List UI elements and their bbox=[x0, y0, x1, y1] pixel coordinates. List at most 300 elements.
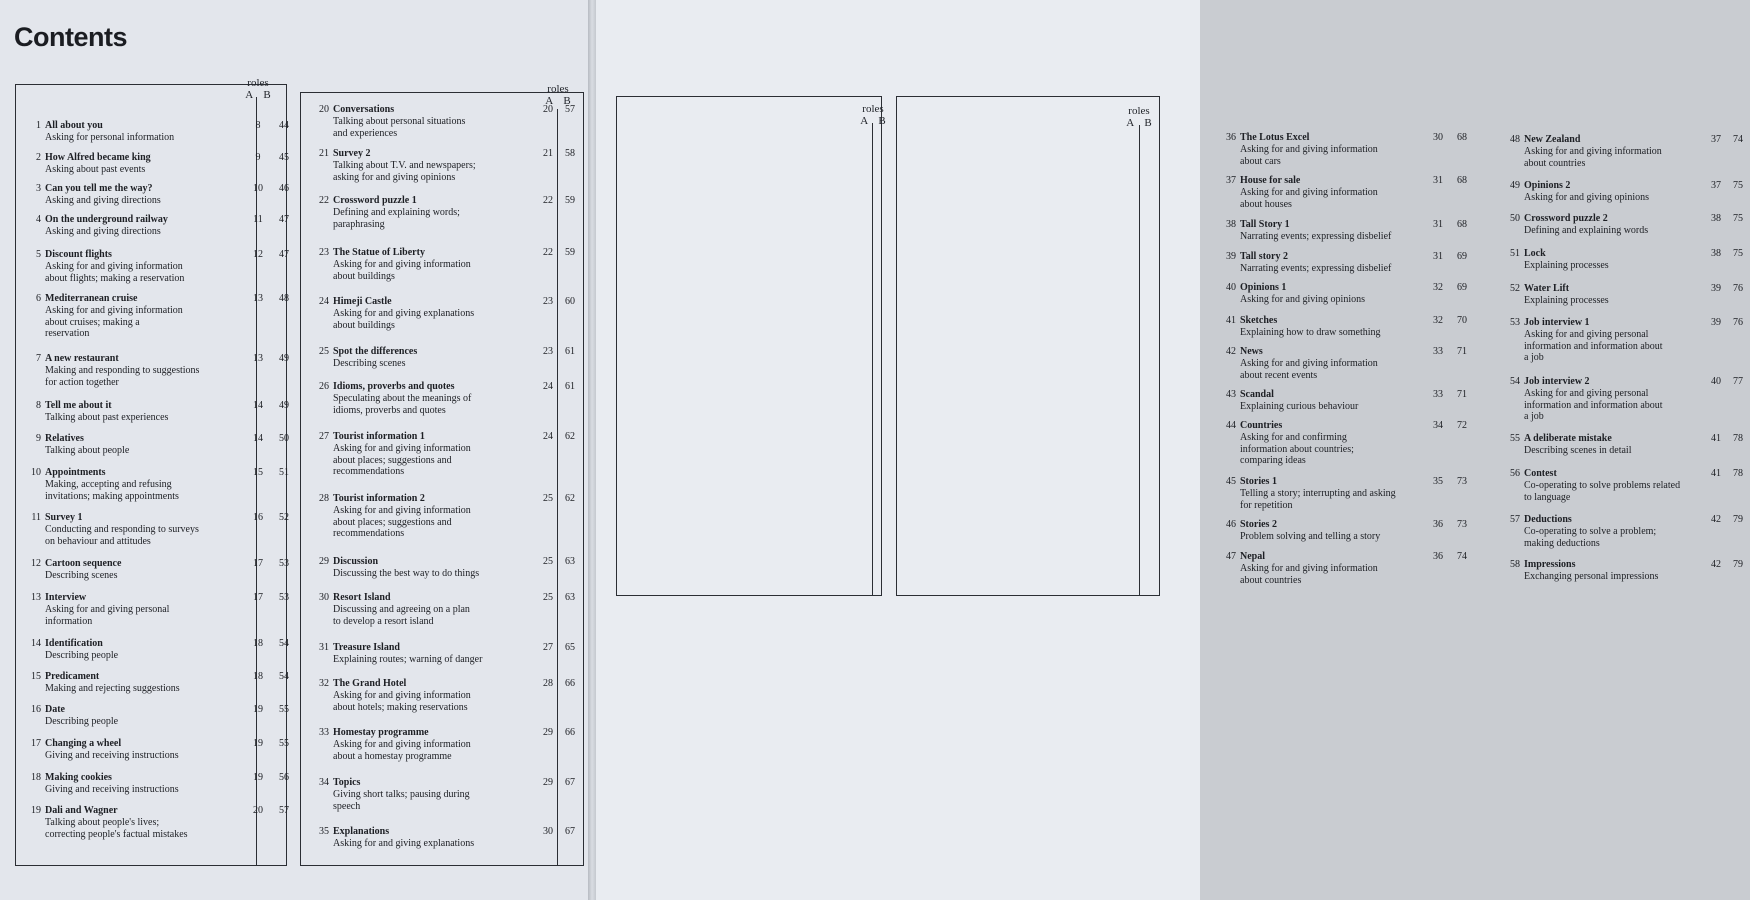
toc-entry bbox=[303, 148, 582, 188]
role-a-page: 25 bbox=[543, 556, 553, 567]
role-a-page: 30 bbox=[543, 826, 553, 837]
unit-description: Asking for and giving information about places; suggestions and recommendations bbox=[333, 505, 471, 539]
role-b-page: 72 bbox=[1457, 420, 1467, 431]
toc-column-4 bbox=[896, 96, 1160, 596]
unit-description: Talking about people bbox=[45, 445, 130, 456]
role-a-page: 29 bbox=[543, 777, 553, 788]
role-a-page: 33 bbox=[1433, 346, 1443, 357]
unit-title: Changing a wheel bbox=[45, 738, 122, 749]
unit-description: Making, accepting and refusing invitations; making appointments bbox=[45, 479, 179, 502]
left-page bbox=[0, 0, 590, 900]
role-b-page: 66 bbox=[565, 727, 575, 738]
role-a-page: 9 bbox=[255, 152, 261, 163]
roles-header-2: roles A B bbox=[545, 83, 571, 107]
unit-title: On the underground railway bbox=[45, 214, 168, 225]
role-b-page: 57 bbox=[565, 104, 575, 115]
toc-entry bbox=[303, 104, 582, 144]
unit-number: 10 bbox=[31, 467, 41, 478]
unit-number: 1 bbox=[36, 120, 41, 131]
role-b-page: 69 bbox=[1457, 282, 1467, 293]
unit-description: Discussing and agreeing on a plan to develop a resort island bbox=[333, 604, 470, 627]
unit-description: Explaining processes bbox=[1524, 260, 1609, 271]
toc-entry bbox=[303, 247, 582, 287]
unit-title: Tell me about it bbox=[45, 400, 112, 411]
unit-title: Nepal bbox=[1240, 551, 1265, 562]
unit-description: Conducting and responding to surveys on behaviour and attitudes bbox=[45, 524, 199, 547]
role-a-page: 10 bbox=[253, 183, 263, 194]
toc-entry bbox=[18, 214, 296, 254]
unit-title: Tourist information 1 bbox=[333, 431, 425, 442]
unit-description: Describing people bbox=[45, 650, 119, 661]
unit-description: Asking for and giving personal information and information about a job bbox=[1524, 388, 1663, 422]
unit-description: Giving and receiving instructions bbox=[45, 750, 179, 761]
toc-entry bbox=[18, 249, 296, 289]
unit-number: 38 bbox=[1226, 219, 1236, 230]
unit-number: 2 bbox=[36, 152, 41, 163]
toc-entry bbox=[303, 195, 582, 235]
roles-label: roles bbox=[247, 77, 269, 89]
unit-description: Defining and explaining words; paraphrasing bbox=[333, 207, 460, 230]
unit-number: 45 bbox=[1226, 476, 1236, 487]
role-b-page: 58 bbox=[565, 148, 575, 159]
role-b-page: 68 bbox=[1457, 175, 1467, 186]
unit-description: Explaining curious behaviour bbox=[1240, 401, 1359, 412]
unit-title: Stories 1 bbox=[1240, 476, 1277, 487]
unit-title: Making cookies bbox=[45, 772, 112, 783]
role-a-page: 38 bbox=[1711, 213, 1721, 224]
unit-number: 44 bbox=[1226, 420, 1236, 431]
role-b-page: 56 bbox=[279, 772, 289, 783]
unit-title: Opinions 1 bbox=[1240, 282, 1287, 293]
role-a-page: 13 bbox=[253, 293, 263, 304]
unit-title: Job interview 1 bbox=[1524, 317, 1590, 328]
role-b-page: 49 bbox=[279, 400, 289, 411]
role-b-page: 48 bbox=[279, 293, 289, 304]
unit-number: 34 bbox=[319, 777, 329, 788]
unit-description: Asking for and giving information about hotels; making reservations bbox=[333, 690, 471, 713]
unit-description: Asking for and giving opinions bbox=[1524, 192, 1649, 203]
unit-title: Job interview 2 bbox=[1524, 376, 1590, 387]
unit-description: Asking about past events bbox=[45, 164, 146, 175]
role-a-page: 31 bbox=[1433, 175, 1443, 186]
unit-title: The Lotus Excel bbox=[1240, 132, 1310, 143]
role-a-page: 18 bbox=[253, 638, 263, 649]
toc-entry bbox=[303, 777, 582, 817]
unit-number: 43 bbox=[1226, 389, 1236, 400]
unit-title: Countries bbox=[1240, 420, 1283, 431]
toc-entry bbox=[303, 556, 582, 596]
toc-entry bbox=[1496, 514, 1750, 554]
role-a-page: 13 bbox=[253, 353, 263, 364]
unit-description: Giving and receiving instructions bbox=[45, 784, 179, 795]
role-a-page: 41 bbox=[1711, 468, 1721, 479]
unit-title: News bbox=[1240, 346, 1263, 357]
role-b-page: 79 bbox=[1733, 559, 1743, 570]
toc-entry bbox=[18, 293, 296, 339]
unit-title: Dali and Wagner bbox=[45, 805, 118, 816]
unit-number: 20 bbox=[319, 104, 329, 115]
unit-description: Problem solving and telling a story bbox=[1240, 531, 1381, 542]
unit-number: 40 bbox=[1226, 282, 1236, 293]
toc-entry bbox=[1496, 376, 1750, 422]
unit-number: 19 bbox=[31, 805, 41, 816]
role-a-page: 29 bbox=[543, 727, 553, 738]
role-b-page: 65 bbox=[565, 642, 575, 653]
unit-title: The Statue of Liberty bbox=[333, 247, 425, 258]
role-b-page: 44 bbox=[279, 120, 289, 131]
role-a-page: 39 bbox=[1711, 283, 1721, 294]
unit-title: Stories 2 bbox=[1240, 519, 1277, 530]
role-a-page: 42 bbox=[1711, 559, 1721, 570]
toc-entry bbox=[1496, 213, 1750, 253]
unit-number: 26 bbox=[319, 381, 329, 392]
unit-title: Can you tell me the way? bbox=[45, 183, 153, 194]
unit-title: Crossword puzzle 2 bbox=[1524, 213, 1608, 224]
unit-number: 51 bbox=[1510, 248, 1520, 259]
unit-title: Appointments bbox=[45, 467, 106, 478]
role-b-page: 76 bbox=[1733, 317, 1743, 328]
role-a-page: 33 bbox=[1433, 389, 1443, 400]
right-page bbox=[596, 0, 1743, 900]
unit-description: Asking and giving directions bbox=[45, 226, 161, 237]
unit-number: 12 bbox=[31, 558, 41, 569]
unit-number: 8 bbox=[36, 400, 41, 411]
role-a-page: 37 bbox=[1711, 134, 1721, 145]
unit-number: 18 bbox=[31, 772, 41, 783]
unit-number: 3 bbox=[36, 183, 41, 194]
role-b-page: 61 bbox=[565, 381, 575, 392]
role-b-page: 77 bbox=[1733, 376, 1743, 387]
unit-title: Date bbox=[45, 704, 65, 715]
role-b-page: 68 bbox=[1457, 219, 1467, 230]
role-a-page: 25 bbox=[543, 592, 553, 603]
toc-entry bbox=[303, 678, 582, 718]
unit-number: 11 bbox=[31, 512, 41, 523]
unit-description: Asking for and giving explanations about buildings bbox=[333, 308, 475, 331]
role-b-page: 71 bbox=[1457, 389, 1467, 400]
unit-number: 31 bbox=[319, 642, 329, 653]
unit-description: Asking for and giving information about houses bbox=[1240, 187, 1378, 210]
toc-entry bbox=[18, 512, 296, 552]
role-b-page: 69 bbox=[1457, 251, 1467, 262]
role-a-page: 12 bbox=[253, 249, 263, 260]
role-a-page: 41 bbox=[1711, 433, 1721, 444]
unit-number: 42 bbox=[1226, 346, 1236, 357]
role-b-page: 79 bbox=[1733, 514, 1743, 525]
unit-title: Survey 1 bbox=[45, 512, 83, 523]
toc-entry bbox=[18, 353, 296, 393]
role-a-page: 28 bbox=[543, 678, 553, 689]
toc-entry bbox=[1214, 420, 1474, 466]
unit-description: Asking for and giving information about cars bbox=[1240, 144, 1378, 167]
role-a-page: 25 bbox=[543, 493, 553, 504]
unit-number: 30 bbox=[319, 592, 329, 603]
role-a-page: 32 bbox=[1433, 282, 1443, 293]
toc-entry bbox=[303, 592, 582, 632]
toc-entry bbox=[18, 467, 296, 507]
role-a-page: 19 bbox=[253, 738, 263, 749]
role-a-page: 23 bbox=[543, 296, 553, 307]
toc-entry bbox=[1214, 132, 1474, 172]
role-b-page: 47 bbox=[279, 249, 289, 260]
unit-title: A deliberate mistake bbox=[1524, 433, 1612, 444]
role-b-page: 62 bbox=[565, 431, 575, 442]
toc-entry bbox=[303, 727, 582, 767]
role-b-page: 67 bbox=[565, 826, 575, 837]
unit-description: Talking about people's lives; correcting people's factual mistakes bbox=[45, 817, 188, 840]
role-b-page: 71 bbox=[1457, 346, 1467, 357]
role-b-page: 74 bbox=[1457, 551, 1467, 562]
toc-entry bbox=[1214, 346, 1474, 386]
role-b-page: 54 bbox=[279, 671, 289, 682]
unit-number: 17 bbox=[31, 738, 41, 749]
role-b-page: 75 bbox=[1733, 248, 1743, 259]
unit-title: Mediterranean cruise bbox=[45, 293, 138, 304]
role-a-page: 23 bbox=[543, 346, 553, 357]
roles-header-3: roles A B bbox=[860, 103, 886, 127]
role-a-page: 20 bbox=[253, 805, 263, 816]
unit-description: Telling a story; interrupting and asking for repetition bbox=[1240, 488, 1396, 511]
unit-number: 28 bbox=[319, 493, 329, 504]
role-b-page: 61 bbox=[565, 346, 575, 357]
unit-description: Making and responding to suggestions for action together bbox=[45, 365, 200, 388]
unit-title: Deductions bbox=[1524, 514, 1572, 525]
unit-title: Idioms, proverbs and quotes bbox=[333, 381, 455, 392]
unit-title: Explanations bbox=[333, 826, 390, 837]
role-a-page: 37 bbox=[1711, 180, 1721, 191]
unit-title: Cartoon sequence bbox=[45, 558, 122, 569]
role-a-page: 24 bbox=[543, 381, 553, 392]
unit-number: 57 bbox=[1510, 514, 1520, 525]
unit-description: Narrating events; expressing disbelief bbox=[1240, 263, 1392, 274]
toc-entry bbox=[303, 826, 582, 866]
role-a-page: 34 bbox=[1433, 420, 1443, 431]
unit-number: 53 bbox=[1510, 317, 1520, 328]
unit-title: Conversations bbox=[333, 104, 395, 115]
toc-entry bbox=[18, 805, 296, 845]
unit-title: Predicament bbox=[45, 671, 100, 682]
unit-number: 7 bbox=[36, 353, 41, 364]
role-b-page: 62 bbox=[565, 493, 575, 504]
role-b-page: 52 bbox=[279, 512, 289, 523]
unit-title: Tall story 2 bbox=[1240, 251, 1288, 262]
unit-number: 15 bbox=[31, 671, 41, 682]
role-b-page: 73 bbox=[1457, 519, 1467, 530]
role-b-page: 53 bbox=[279, 592, 289, 603]
unit-number: 24 bbox=[319, 296, 329, 307]
role-a-page: 19 bbox=[253, 772, 263, 783]
unit-title: Identification bbox=[45, 638, 103, 649]
role-b-page: 50 bbox=[279, 433, 289, 444]
unit-number: 46 bbox=[1226, 519, 1236, 530]
role-b-page: 73 bbox=[1457, 476, 1467, 487]
role-b-page: 78 bbox=[1733, 433, 1743, 444]
role-a-page: 21 bbox=[543, 148, 553, 159]
role-b-page: 70 bbox=[1457, 315, 1467, 326]
unit-description: Explaining how to draw something bbox=[1240, 327, 1381, 338]
unit-title: Crossword puzzle 1 bbox=[333, 195, 417, 206]
unit-title: Contest bbox=[1524, 468, 1557, 479]
role-b-page: 54 bbox=[279, 638, 289, 649]
role-b-page: 57 bbox=[279, 805, 289, 816]
role-b-page: 66 bbox=[565, 678, 575, 689]
unit-description: Describing scenes in detail bbox=[1524, 445, 1632, 456]
unit-description: Asking for and confirming information about countries; comparing ideas bbox=[1240, 432, 1354, 466]
unit-number: 39 bbox=[1226, 251, 1236, 262]
unit-description: Co-operating to solve a problem; making deductions bbox=[1524, 526, 1657, 549]
unit-title: All about you bbox=[45, 120, 103, 131]
role-b-page: 67 bbox=[565, 777, 575, 788]
toc-entry bbox=[1214, 476, 1474, 516]
role-a-page: 15 bbox=[253, 467, 263, 478]
toc-entry bbox=[1496, 559, 1750, 599]
toc-entry bbox=[1214, 551, 1474, 591]
unit-number: 37 bbox=[1226, 175, 1236, 186]
unit-description: Asking for and giving information about flights; making a reservation bbox=[45, 261, 185, 284]
role-b-page: 78 bbox=[1733, 468, 1743, 479]
unit-description: Talking about past experiences bbox=[45, 412, 169, 423]
unit-number: 56 bbox=[1510, 468, 1520, 479]
unit-number: 29 bbox=[319, 556, 329, 567]
toc-entry bbox=[18, 592, 296, 632]
role-a-page: 36 bbox=[1433, 519, 1443, 530]
unit-title: Treasure Island bbox=[333, 642, 400, 653]
role-a-page: 39 bbox=[1711, 317, 1721, 328]
role-a-page: 31 bbox=[1433, 251, 1443, 262]
unit-title: Water Lift bbox=[1524, 283, 1570, 294]
unit-number: 5 bbox=[36, 249, 41, 260]
unit-description: Describing scenes bbox=[333, 358, 406, 369]
role-b-page: 51 bbox=[279, 467, 289, 478]
unit-description: Asking for and giving opinions bbox=[1240, 294, 1365, 305]
toc-entry bbox=[303, 493, 582, 539]
unit-description: Discussing the best way to do things bbox=[333, 568, 480, 579]
unit-title: Resort Island bbox=[333, 592, 391, 603]
unit-description: Describing scenes bbox=[45, 570, 118, 581]
unit-description: Asking for and giving information about buildings bbox=[333, 259, 471, 282]
unit-title: Topics bbox=[333, 777, 361, 788]
role-a-label: A bbox=[245, 89, 253, 101]
unit-title: Survey 2 bbox=[333, 148, 371, 159]
unit-number: 6 bbox=[36, 293, 41, 304]
unit-number: 54 bbox=[1510, 376, 1520, 387]
unit-description: Asking for and giving information about recent events bbox=[1240, 358, 1378, 381]
page-title: Contents bbox=[14, 22, 127, 52]
toc-entry bbox=[1214, 175, 1474, 215]
unit-title: Relatives bbox=[45, 433, 84, 444]
unit-number: 55 bbox=[1510, 433, 1520, 444]
unit-description: Explaining processes bbox=[1524, 295, 1609, 306]
unit-number: 33 bbox=[319, 727, 329, 738]
role-b-page: 45 bbox=[279, 152, 289, 163]
unit-description: Asking and giving directions bbox=[45, 195, 161, 206]
unit-description: Co-operating to solve problems related to language bbox=[1524, 480, 1681, 503]
unit-title: Tall Story 1 bbox=[1240, 219, 1290, 230]
role-a-page: 16 bbox=[253, 512, 263, 523]
toc-entry bbox=[1496, 468, 1750, 508]
unit-title: Interview bbox=[45, 592, 87, 603]
role-a-page: 20 bbox=[543, 104, 553, 115]
unit-number: 4 bbox=[36, 214, 41, 225]
role-b-page: 59 bbox=[565, 195, 575, 206]
role-b-page: 63 bbox=[565, 592, 575, 603]
role-a-page: 36 bbox=[1433, 551, 1443, 562]
role-a-page: 22 bbox=[543, 247, 553, 258]
role-a-page: 19 bbox=[253, 704, 263, 715]
role-a-page: 18 bbox=[253, 671, 263, 682]
unit-description: Talking about personal situations and experiences bbox=[333, 116, 466, 139]
role-a-page: 14 bbox=[253, 433, 263, 444]
role-b-page: 55 bbox=[279, 704, 289, 715]
unit-title: House for sale bbox=[1240, 175, 1301, 186]
unit-number: 47 bbox=[1226, 551, 1236, 562]
unit-title: The Grand Hotel bbox=[333, 678, 407, 689]
roles-header bbox=[230, 77, 286, 101]
unit-title: A new restaurant bbox=[45, 353, 119, 364]
unit-number: 52 bbox=[1510, 283, 1520, 294]
unit-description: Asking for and giving information about places; suggestions and recommendations bbox=[333, 443, 471, 477]
role-b-page: 75 bbox=[1733, 180, 1743, 191]
unit-description: Asking for and giving personal information and information about a job bbox=[1524, 329, 1663, 363]
role-a-page: 17 bbox=[253, 558, 263, 569]
unit-number: 58 bbox=[1510, 559, 1520, 570]
unit-description: Asking for and giving information about countries bbox=[1524, 146, 1662, 169]
role-b-page: 74 bbox=[1733, 134, 1743, 145]
unit-title: New Zealand bbox=[1524, 134, 1581, 145]
unit-number: 21 bbox=[319, 148, 329, 159]
unit-description: Asking for and giving information about cruises; making a reservation bbox=[45, 305, 183, 339]
toc-entry bbox=[303, 296, 582, 336]
unit-number: 35 bbox=[319, 826, 329, 837]
toc-entry bbox=[303, 642, 582, 682]
unit-number: 25 bbox=[319, 346, 329, 357]
toc-column-3 bbox=[616, 96, 886, 596]
role-a-page: 8 bbox=[255, 120, 261, 131]
roles-header-4: roles A B bbox=[1126, 105, 1152, 129]
unit-number: 23 bbox=[319, 247, 329, 258]
role-b-page: 75 bbox=[1733, 213, 1743, 224]
role-a-page: 30 bbox=[1433, 132, 1443, 143]
toc-entry bbox=[1496, 433, 1750, 473]
role-b-page: 76 bbox=[1733, 283, 1743, 294]
unit-description: Describing people bbox=[45, 716, 119, 727]
unit-number: 48 bbox=[1510, 134, 1520, 145]
role-a-page: 17 bbox=[253, 592, 263, 603]
unit-title: Scandal bbox=[1240, 389, 1274, 400]
toc-entry bbox=[303, 381, 582, 421]
role-b-page: 47 bbox=[279, 214, 289, 225]
unit-number: 49 bbox=[1510, 180, 1520, 191]
toc-entry bbox=[1496, 317, 1750, 363]
role-a-page: 22 bbox=[543, 195, 553, 206]
unit-title: Lock bbox=[1524, 248, 1546, 259]
role-b-page: 59 bbox=[565, 247, 575, 258]
role-b-page: 60 bbox=[565, 296, 575, 307]
role-b-page: 53 bbox=[279, 558, 289, 569]
unit-number: 27 bbox=[319, 431, 329, 442]
unit-number: 9 bbox=[36, 433, 41, 444]
toc-entry bbox=[303, 431, 582, 477]
unit-description: Asking for and giving information about a homestay programme bbox=[333, 739, 471, 762]
unit-title: Opinions 2 bbox=[1524, 180, 1571, 191]
unit-description: Asking for and giving personal information bbox=[45, 604, 170, 627]
role-b-page: 49 bbox=[279, 353, 289, 364]
unit-number: 14 bbox=[31, 638, 41, 649]
role-b-page: 55 bbox=[279, 738, 289, 749]
role-a-page: 31 bbox=[1433, 219, 1443, 230]
unit-title: Discussion bbox=[333, 556, 379, 567]
role-a-page: 32 bbox=[1433, 315, 1443, 326]
